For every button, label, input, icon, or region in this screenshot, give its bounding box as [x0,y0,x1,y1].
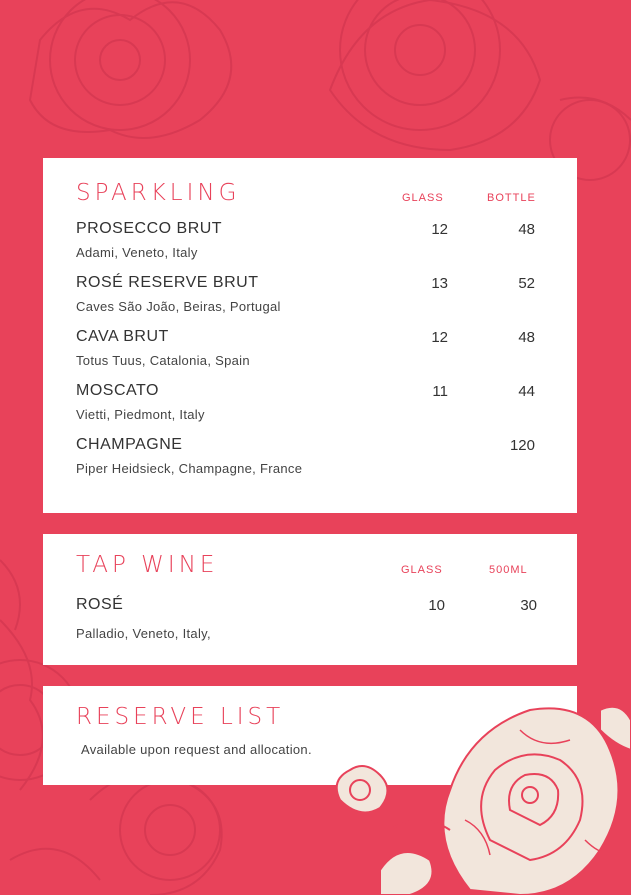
wine-name: CHAMPAGNE [76,436,183,453]
glass-price: 12 [431,329,448,346]
glass-price: 11 [432,383,448,400]
glass-price: 10 [428,597,445,614]
glass-column-header: GLASS [401,564,443,576]
wine-origin: Piper Heidsieck, Champagne, France [76,461,303,476]
section-title: TAP WINE [76,552,219,578]
bottle-price: 44 [518,383,535,400]
section-title: SPARKLING [76,180,241,206]
500ml-price: 30 [520,597,537,614]
tap-wine-section [43,534,577,665]
bottle-price: 48 [518,221,535,238]
sparkling-section [43,158,577,513]
wine-origin: Vietti, Piedmont, Italy [76,407,205,422]
bottle-price: 120 [509,437,535,454]
wine-name: ROSÉ [76,596,124,613]
wine-name: ROSÉ RESERVE BRUT [76,274,259,291]
wine-name: MOSCATO [76,382,159,399]
glass-column-header: GLASS [402,192,444,204]
wine-origin: Totus Tuus, Catalonia, Spain [76,353,250,368]
bottle-price: 52 [518,275,535,292]
glass-price: 13 [431,275,448,292]
glass-price: 12 [431,221,448,238]
bottle-price: 48 [518,329,535,346]
wine-origin: Palladio, Veneto, Italy, [76,626,211,641]
wine-origin: Caves São João, Beiras, Portugal [76,299,281,314]
500ml-column-header: 500ML [489,564,528,576]
section-title: RESERVE LIST [76,704,285,730]
wine-origin: Adami, Veneto, Italy [76,245,198,260]
wine-name: PROSECCO BRUT [76,220,223,237]
reserve-note: Available upon request and allocation. [81,742,312,757]
wine-name: CAVA BRUT [76,328,169,345]
bottle-column-header: BOTTLE [487,192,536,204]
peony-flower-icon [320,690,631,895]
